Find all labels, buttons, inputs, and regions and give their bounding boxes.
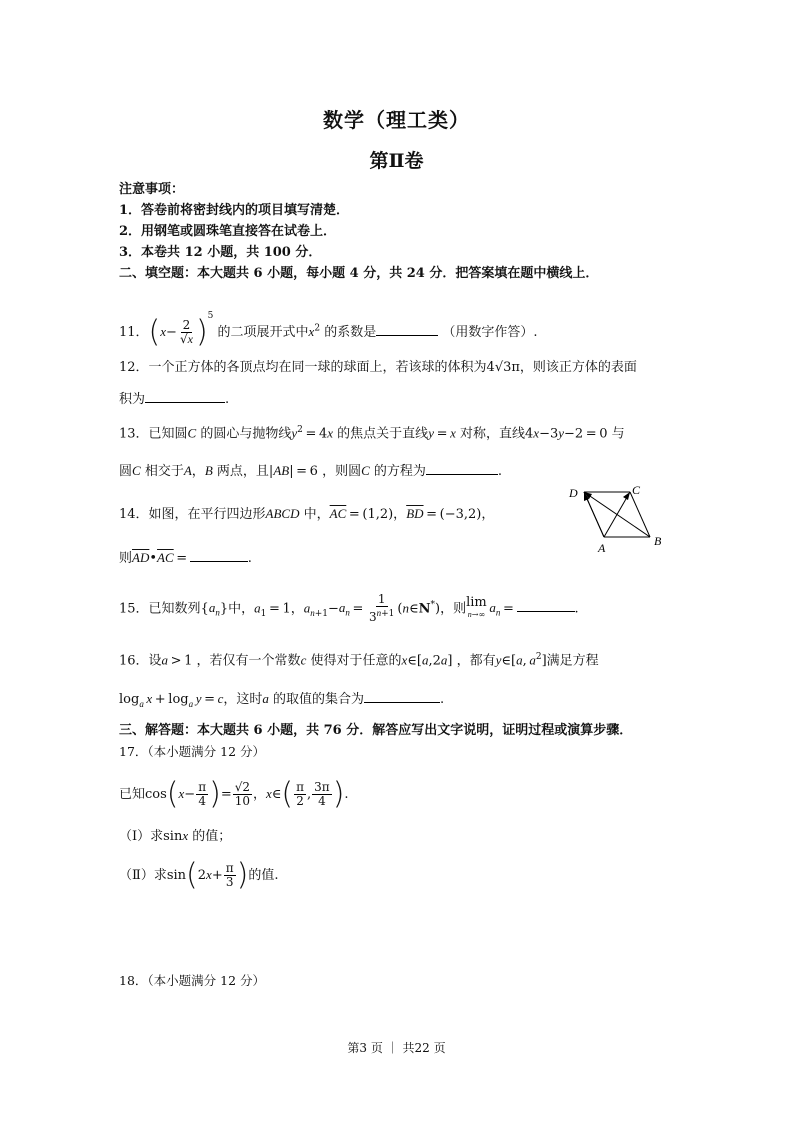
notice-heading: 注意事项： [119, 182, 185, 197]
label-b: B [654, 534, 662, 548]
question-17-given: 已知cos(x− $\frac{\pi}{4}$ )= $\frac{√2}{10}$ ，x∈( $\frac{\pi}{2}$ , $\frac{3\pi}{4}$ ). [119, 776, 349, 812]
question-16-line-1: 16．设a > 1 ，若仅有一个常数c 使得对于任意的x∈[a,2a] ，都有y∈[a, $a^2$]满足方程 [119, 652, 599, 669]
question-12-line-1: 12．一个正方体的各顶点均在同一球的球面上，若该球的体积为4√3π，则该正方体的表面 [119, 360, 637, 375]
label-c: C [632, 483, 641, 497]
arrow-ac-head [623, 492, 630, 500]
notice-item-2: 2．用钢笔或圆珠笔直接答在试卷上． [119, 224, 337, 239]
notice-item-3: 3．本卷共 12 小题，共 100 分． [119, 245, 322, 260]
question-14-line-1: 14．如图，在平行四边形ABCD 中，$\overline{AC} = (1,2)$，$\overline{BD} = (-3,2)$， [119, 506, 495, 522]
answer-blank-15[interactable] [517, 598, 575, 612]
answer-blank-11[interactable] [376, 322, 438, 336]
answer-blank-13[interactable] [426, 461, 498, 475]
question-14-line-2: 则$\overline{AD}•\overline{AC}$ = . [119, 550, 252, 566]
question-17-part-2: （Ⅱ）求sin(2x+ $\frac{\pi}{3}$ )的值. [119, 857, 279, 893]
volume-title: 第Ⅱ卷 [369, 150, 424, 172]
question-17-part-1: （Ⅰ）求sinx 的值； [119, 828, 232, 844]
answer-blank-16[interactable] [364, 689, 440, 703]
answer-blank-12[interactable] [145, 389, 225, 403]
question-18-heading: 18．（本小题满分 12 分） [119, 973, 266, 988]
question-12-line-2: 积为 . [119, 389, 229, 409]
question-11: 11．(x− $\frac{2}{√x}$ )$^5$ 的二项展开式中$x^2$ 的系数是 （用数字作答）. [119, 311, 538, 350]
parallelogram-figure [562, 482, 672, 557]
page-title: 数学（理工类） [323, 108, 470, 132]
label-d: D [569, 486, 578, 500]
page-footer: 第3 页 ｜ 共22 页 [347, 1041, 446, 1055]
label-a: A [598, 541, 606, 555]
question-13-line-1: 13．已知圆C 的圆心与抛物线$y^2 = 4x$ 的焦点关于直线y = x 对称，直线4x−3y−2 = 0 与 [119, 425, 625, 442]
notice-item-1: 1．答卷前将密封线内的项目填写清楚． [119, 203, 350, 218]
section-2-heading: 二、填空题：本大题共 6 小题，每小题 4 分，共 24 分．把答案填在题中横线上． [119, 266, 599, 281]
question-17-heading: 17．（本小题满分 12 分） [119, 744, 266, 759]
answer-blank-14[interactable] [190, 548, 248, 562]
question-13-line-2: 圆C 相交于A，B 两点，且|AB| = 6 ，则圆C 的方程为 . [119, 463, 503, 479]
section-3-heading: 三、解答题：本大题共 6 小题，共 76 分．解答应写出文字说明，证明过程或演算步骤． [119, 723, 633, 738]
question-15: 15．已知数列$\{a_n\}$中，$a_1 = 1$，$a_{n+1}-a_n$ = $\frac{1}{3^{n+1}}$ (n∈N*)，则 lim n→∞ $a_n$ = . [119, 592, 579, 625]
question-16-line-2: $\log_a x + \log_a y = c$，这时a 的取值的集合为 . [119, 691, 445, 709]
